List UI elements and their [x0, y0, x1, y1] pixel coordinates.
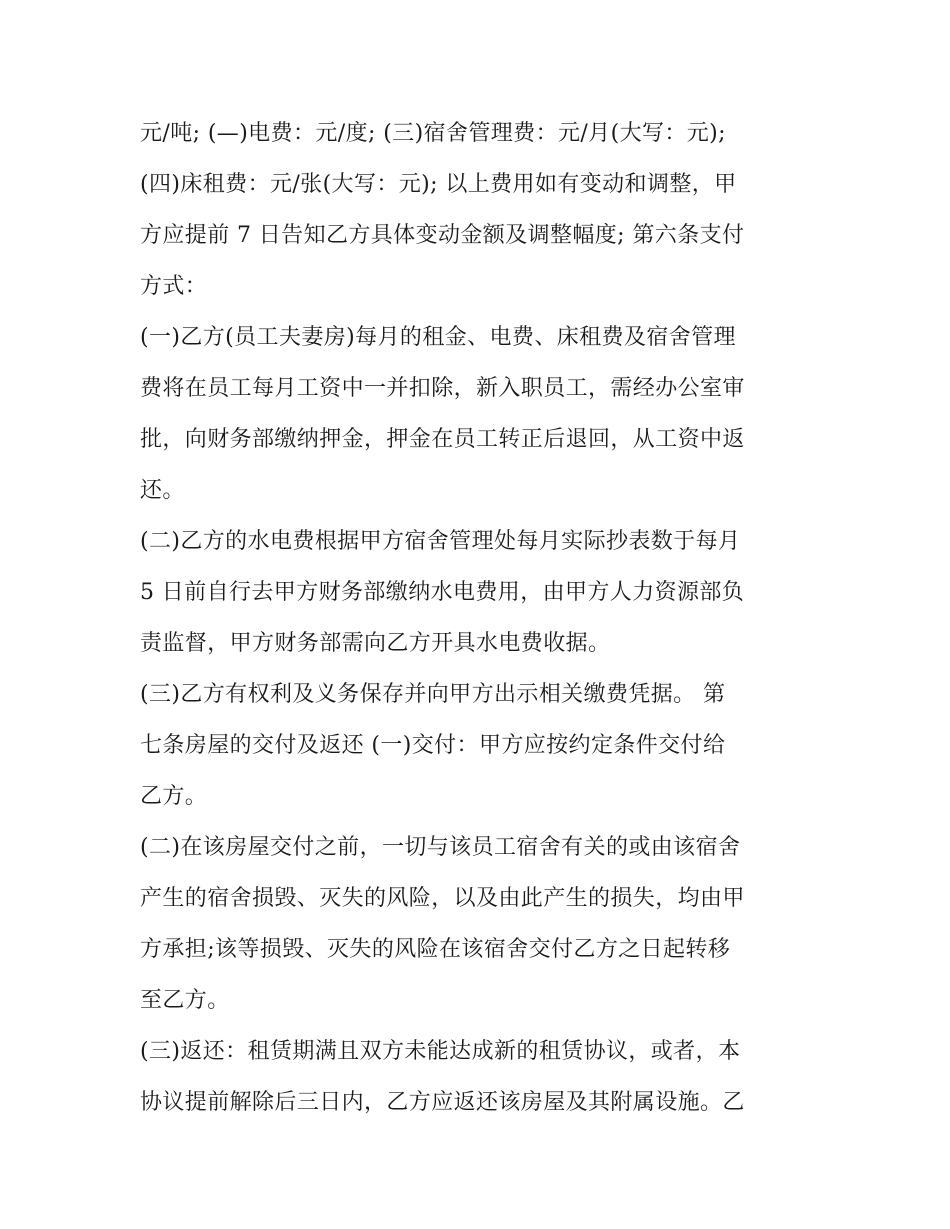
text-line-4: 方式： — [140, 274, 208, 299]
text-line-17: 方承担;该等损毁、灭失的风险在该宿舍交付乙方之日起转移 — [140, 937, 731, 962]
text-line-14: 乙方。 — [140, 784, 208, 809]
document-body — [140, 108, 830, 1128]
text-line-5: (一)乙方(员工夫妻房)每月的租金、电费、床租费及宿舍管理 — [140, 325, 736, 350]
text-line-20: 协议提前解除后三日内，乙方应返还该房屋及其附属设施。乙 — [140, 1090, 745, 1115]
text-line-11: 责监督，甲方财务部需向乙方开具水电费收据。 — [140, 631, 611, 656]
text-line-8: 还。 — [140, 478, 185, 503]
text-line-16: 产生的宿舍损毁、灭失的风险，以及由此产生的损失，均由甲 — [140, 886, 745, 911]
text-line-9: (二)乙方的水电费根据甲方宿舍管理处每月实际抄表数于每月 — [140, 529, 741, 554]
text-line-18: 至乙方。 — [140, 988, 230, 1013]
text-line-19: (三)返还：租赁期满且双方未能达成新的租赁协议，或者，本 — [140, 1039, 741, 1064]
text-line-3: 方应提前 7 日告知乙方具体变动金额及调整幅度; 第六条支付 — [140, 223, 745, 248]
text-line-7: 批，向财务部缴纳押金，押金在员工转正后退回，从工资中返 — [140, 427, 745, 452]
text-line-12: (三)乙方有权利及义务保存并向甲方出示相关缴费凭据。 第 — [140, 682, 726, 707]
text-line-1: 元/吨; (—)电费：元/度; (三)宿舍管理费：元/月(大写：元); — [140, 121, 726, 146]
text-line-15: (二)在该房屋交付之前，一切与该员工宿舍有关的或由该宿舍 — [140, 835, 741, 860]
text-line-13: 七条房屋的交付及返还 (一)交付：甲方应按约定条件交付给 — [140, 733, 726, 758]
text-line-10: 5 日前自行去甲方财务部缴纳水电费用，由甲方人力资源部负 — [140, 580, 745, 605]
text-line-2: (四)床租费：元/张(大写：元); 以上费用如有变动和调整，甲 — [140, 172, 737, 197]
text-line-6: 费将在员工每月工资中一并扣除，新入职员工，需经办公室审 — [140, 376, 745, 401]
